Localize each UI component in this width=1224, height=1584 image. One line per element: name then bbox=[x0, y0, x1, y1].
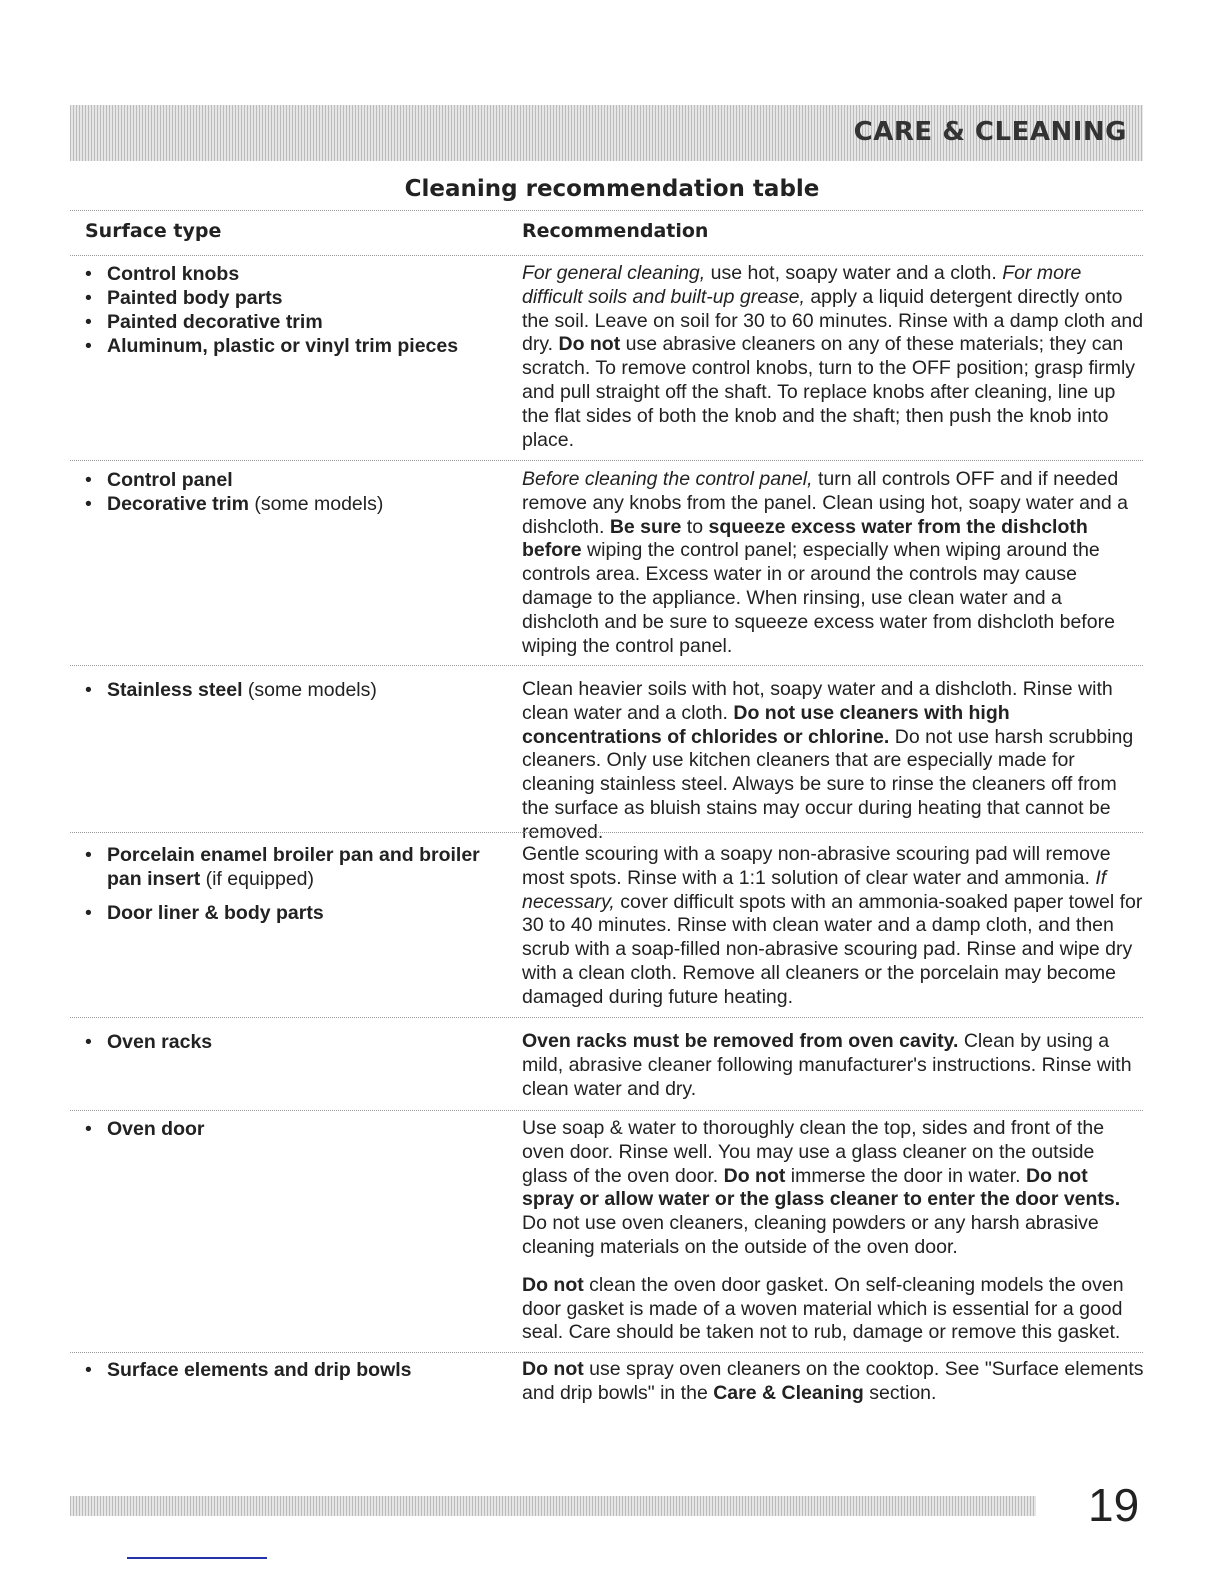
footer-bar bbox=[70, 1496, 1036, 1516]
recommendation-paragraph bbox=[522, 1030, 1144, 1101]
recommendation-paragraph bbox=[522, 262, 1144, 452]
surface-item bbox=[85, 1358, 505, 1382]
text-run: (some models) bbox=[248, 493, 384, 515]
text-run: apply a liquid detergent directly onto the soil. Leave on soil for 30 to 60 minutes. Rinse with a damp cloth and dry. bbox=[522, 285, 1144, 356]
surface-item bbox=[85, 678, 505, 702]
text-run: Surface elements and drip bowls bbox=[107, 1359, 412, 1381]
surface-item bbox=[85, 334, 505, 358]
text-run: Decorative trim bbox=[107, 493, 249, 515]
surface-item bbox=[85, 310, 505, 334]
text-run: Clean heavier soils with hot, soapy water and a dishcloth. Rinse with clean water and a cloth. bbox=[522, 678, 1113, 724]
text-run: (some models) bbox=[242, 679, 377, 701]
divider bbox=[70, 665, 1143, 666]
text-run: Do not spray or allow water or the glass cleaner to enter the door vents. bbox=[522, 1164, 1121, 1211]
recommendation bbox=[522, 1358, 1144, 1420]
divider bbox=[70, 832, 1143, 833]
surface-item bbox=[85, 262, 505, 286]
recommendation-paragraph bbox=[522, 1117, 1144, 1260]
text-run: Do not use harsh scrubbing cleaners. Only use kitchen cleaners that are especially made for cleaning stainless steel. Always be sure to rinse the cleaners off from the surface as bluish stains may occur during heating that cannot be removed. bbox=[522, 725, 1134, 843]
surface-list bbox=[85, 468, 505, 516]
surface-item bbox=[85, 286, 505, 310]
text-run: Do not use oven cleaners, cleaning powders or any harsh abrasive cleaning materials on the outside of the oven door. bbox=[522, 1212, 1099, 1258]
text-run: immerse the door in water. bbox=[785, 1164, 1026, 1187]
text-run: Do not bbox=[522, 1273, 584, 1296]
text-run: use abrasive cleaners on any of these materials; they can scratch. To remove control knobs, turn to the OFF position; grasp firmly and pull straight off the shaft. To replace knobs after cleaning, line up the flat sides of both the knob and the shaft; then push the knob into place. bbox=[522, 333, 1136, 451]
text-run: Stainless steel bbox=[107, 679, 243, 701]
text-run: Do not bbox=[522, 1358, 584, 1380]
text-run: Oven door bbox=[107, 1118, 205, 1140]
text-run: Be sure bbox=[609, 515, 682, 538]
text-run: use spray oven cleaners on the cooktop. See "Surface elements and drip bowls" in the bbox=[522, 1358, 1144, 1404]
text-run: For general cleaning, bbox=[522, 262, 706, 284]
divider bbox=[70, 1352, 1143, 1353]
recommendation bbox=[522, 1030, 1144, 1115]
text-run: Do not bbox=[558, 333, 621, 356]
surface-item bbox=[85, 492, 505, 516]
text-run: Painted decorative trim bbox=[107, 311, 323, 333]
text-run: Aluminum, plastic or vinyl trim pieces bbox=[107, 335, 459, 357]
section-title: CARE & CLEANING bbox=[853, 117, 1127, 147]
divider bbox=[70, 1017, 1143, 1018]
text-run: For more difficult soils and built-up grease, bbox=[522, 262, 1082, 308]
recommendation-paragraph bbox=[522, 678, 1144, 845]
divider bbox=[70, 1110, 1143, 1111]
recommendation bbox=[522, 843, 1144, 1024]
text-run: cover difficult spots with an ammonia-soaked paper towel for 30 to 40 minutes. Rinse with clean water and a damp cloth, and then scrub with a soap-filled non-abrasive scouring pad. Rinse and wipe dry with a clean cloth. Remove all cleaners or the porcelain may become damaged during future heating. bbox=[522, 890, 1143, 1008]
surface-item bbox=[85, 901, 505, 925]
recommendation bbox=[522, 468, 1144, 672]
section-banner bbox=[70, 105, 1143, 161]
surface-item bbox=[85, 1030, 505, 1054]
divider bbox=[70, 210, 1143, 211]
table-title: Cleaning recommendation table bbox=[404, 176, 820, 202]
text-run: Gentle scouring with a soapy non-abrasive scouring pad will remove most spots. Rinse with a 1:1 solution of clear water and ammonia. bbox=[522, 843, 1111, 889]
recommendation-paragraph bbox=[522, 1274, 1144, 1345]
text-run: Clean by using a mild, abrasive cleaner following manufacturer's instructions. Rinse with clean water and dry. bbox=[522, 1030, 1132, 1100]
recommendation bbox=[522, 262, 1144, 466]
column-header-recommendation: Recommendation bbox=[522, 220, 709, 242]
text-run: turn all controls OFF and if needed remove any knobs from the panel. Clean using hot, soapy water and a dishcloth. bbox=[522, 468, 1128, 538]
text-run: (if equipped) bbox=[200, 868, 315, 890]
surface-item bbox=[85, 1117, 505, 1141]
text-run: Painted body parts bbox=[107, 287, 283, 309]
divider bbox=[70, 460, 1143, 461]
surface-list bbox=[85, 678, 505, 702]
text-run: Oven racks must be removed from oven cavity. bbox=[522, 1030, 959, 1052]
surface-list bbox=[85, 262, 505, 358]
text-run: Use soap & water to thoroughly clean the top, sides and front of the oven door. Rinse well. You may use a glass cleaner on the outside glass of the oven door. bbox=[522, 1117, 1105, 1187]
surface-list bbox=[85, 1358, 505, 1382]
recommendation-paragraph bbox=[522, 843, 1144, 1010]
surface-item bbox=[85, 843, 505, 891]
text-run: Control panel bbox=[107, 469, 233, 491]
text-run: Oven racks bbox=[107, 1031, 213, 1053]
text-run: Do not use cleaners with high concentrations of chlorides or chlorine. bbox=[522, 701, 1010, 748]
text-run: squeeze excess water from the dishcloth before bbox=[522, 515, 1088, 562]
text-run: Do not bbox=[723, 1164, 786, 1187]
link-underline bbox=[127, 1557, 267, 1559]
text-run: Porcelain enamel broiler pan and broiler pan insert bbox=[107, 844, 480, 890]
page-number: 19 bbox=[1088, 1479, 1140, 1531]
text-run: Door liner & body parts bbox=[107, 902, 324, 924]
text-run: If necessary, bbox=[522, 866, 1107, 913]
divider bbox=[70, 255, 1143, 256]
text-run: Before cleaning the control panel, bbox=[522, 468, 813, 490]
text-run: wiping the control panel; especially when wiping around the controls area. Excess water in or around the controls may cause damage to the appliance. When rinsing, use clean water and a dishcloth and be sure to squeeze excess water from dishcloth before wiping the control panel. bbox=[522, 539, 1115, 657]
surface-item bbox=[85, 468, 505, 492]
text-run: Control knobs bbox=[107, 263, 240, 285]
text-run: use hot, soapy water and a cloth. bbox=[705, 262, 1003, 284]
surface-list bbox=[85, 1030, 505, 1054]
text-run: section. bbox=[863, 1381, 937, 1404]
column-header-surface: Surface type bbox=[85, 220, 222, 242]
recommendation-paragraph bbox=[522, 1358, 1144, 1406]
text-run: clean the oven door gasket. On self-cleaning models the oven door gasket is made of a woven material which is essential for a good seal. Care should be taken not to rub, damage or remove this gasket. bbox=[522, 1273, 1124, 1344]
text-run: Care & Cleaning bbox=[713, 1381, 864, 1404]
surface-list bbox=[85, 843, 505, 925]
text-run: to bbox=[681, 515, 709, 538]
recommendation-paragraph bbox=[522, 468, 1144, 658]
recommendation bbox=[522, 1117, 1144, 1359]
surface-list bbox=[85, 1117, 505, 1141]
